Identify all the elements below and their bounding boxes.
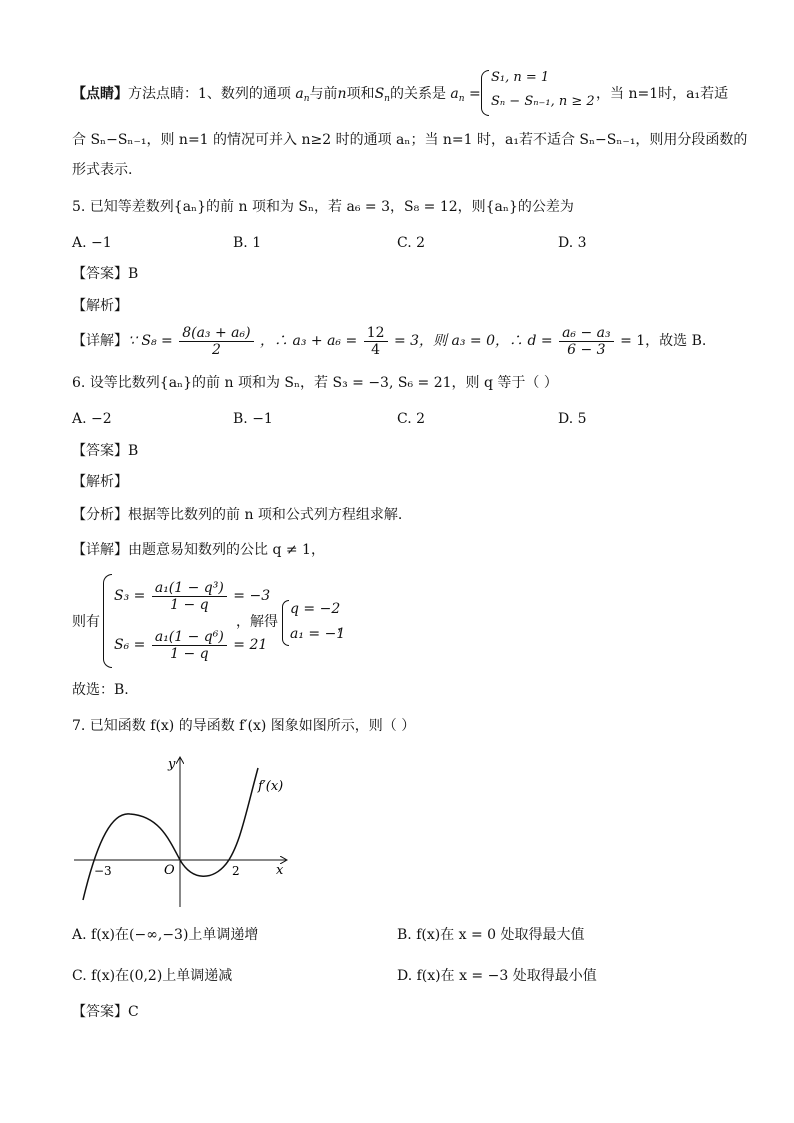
q7-option-a: A. f(x)在(−∞,−3)上单调递增 xyxy=(72,927,259,943)
tick-neg3: −3 xyxy=(94,864,112,878)
q6-sol-2: a₁ = −1 xyxy=(290,626,346,642)
q5-stem: 5. 已知等差数列{aₙ}的前 n 项和为 Sₙ，若 a₆ = 3，S₈ = 12，则{aₙ}的公差为 xyxy=(72,199,574,215)
q7-stem: 7. 已知函数 f(x) 的导函数 f′(x) 图象如图所示，则（ ） xyxy=(72,718,416,734)
q6-solution-brace xyxy=(282,600,289,646)
tip-line-2: 合 Sₙ−Sₙ₋₁，则 n=1 的情况可并入 n≥2 时的通项 aₙ；当 n=1 时，a₁若不适合 Sₙ−Sₙ₋₁，则用分段函数的 xyxy=(72,132,748,148)
tip-rel: 的关系是 xyxy=(389,86,446,102)
q6-detail: 【详解】由题意易知数列的公比 q ≠ 1， xyxy=(72,542,325,558)
tick-2: 2 xyxy=(232,864,240,878)
tip-case-2: Sₙ − Sₙ₋₁, n ≥ 2 xyxy=(491,94,595,109)
q6-system-brace xyxy=(103,574,112,668)
q6-sol-tail: ， xyxy=(337,618,351,634)
tip-brace xyxy=(481,70,489,116)
q5-analysis-label: 【解析】 xyxy=(72,298,128,314)
tip-case-1: S₁, n = 1 xyxy=(491,70,550,85)
q6-option-a: A. −2 xyxy=(72,411,112,427)
q6-method: 【分析】根据等比数列的前 n 项和公式列方程组求解. xyxy=(72,507,403,523)
q7-answer: 【答案】C xyxy=(72,1004,139,1020)
tip-line-1: 【点睛】方法点睛：1、数列的通项 $a_n$与前n项和$S_n$的关系是 $a_n$ = xyxy=(72,86,481,104)
q7-option-b: B. f(x)在 x = 0 处取得最大值 xyxy=(397,927,585,943)
tip-intro: 方法点睛：1、数列的通项 xyxy=(128,86,291,102)
q5-detail-label: 【详解】 xyxy=(72,333,128,349)
tip-line-3: 形式表示. xyxy=(72,162,133,178)
q5-option-c: C. 2 xyxy=(397,235,426,251)
curve-label: f′(x) xyxy=(258,779,284,794)
x-label: x xyxy=(276,863,284,878)
q5-detail: 【详解】∵ S₈ = $\frac{\text{8(a₃ + a₆)}}{2}$ ，∴ a₃ + a₆ = $\frac{12}{4}$ = 3，则 a₃ = 0，∴ d = $\frac{\text{a₆ − a₃}}{6 - 3}$ = 1，故选 B. xyxy=(72,324,707,358)
q6-solve: ，解得 xyxy=(236,614,278,630)
tip-tail: ，当 n=1时，a₁若适 xyxy=(596,86,729,102)
q5-option-b: B. 1 xyxy=(233,235,262,251)
q6-choose: 故选：B. xyxy=(72,682,129,698)
q6-answer: 【答案】B xyxy=(72,443,139,459)
q6-option-c: C. 2 xyxy=(397,411,426,427)
tip-mid: 与前 xyxy=(309,86,338,102)
q6-sol-1: q = −2 xyxy=(290,601,341,617)
q6-then: 则有 xyxy=(72,614,100,630)
q6-option-d: D. 5 xyxy=(558,411,587,427)
y-label: y xyxy=(168,757,176,772)
tip-mid2: 项和 xyxy=(346,86,375,102)
origin-label: O xyxy=(164,863,175,878)
q6-stem: 6. 设等比数列{aₙ}的前 n 项和为 Sₙ，若 S₃ = −3, S₆ = 21，则 q 等于（ ） xyxy=(72,375,558,391)
q7-option-d: D. f(x)在 x = −3 处取得最小值 xyxy=(397,968,597,984)
q7-option-c: C. f(x)在(0,2)上单调递减 xyxy=(72,968,233,984)
q5-option-d: D. 3 xyxy=(558,235,587,251)
q5-answer: 【答案】B xyxy=(72,266,139,282)
q5-option-a: A. −1 xyxy=(72,235,112,251)
q6-analysis-label: 【解析】 xyxy=(72,474,128,490)
derivative-curve xyxy=(83,768,258,900)
q6-eq1: S₃ = $\frac{\text{a₁(1 − q³)}}{1 - q}$ = −3 xyxy=(114,579,271,613)
tip-label: 【点睛】 xyxy=(72,86,128,102)
q6-option-b: B. −1 xyxy=(233,411,273,427)
q7-derivative-graph xyxy=(68,752,308,912)
q6-eq2: S₆ = $\frac{\text{a₁(1 − q⁶)}}{1 - q}$ = 21 xyxy=(114,628,268,662)
